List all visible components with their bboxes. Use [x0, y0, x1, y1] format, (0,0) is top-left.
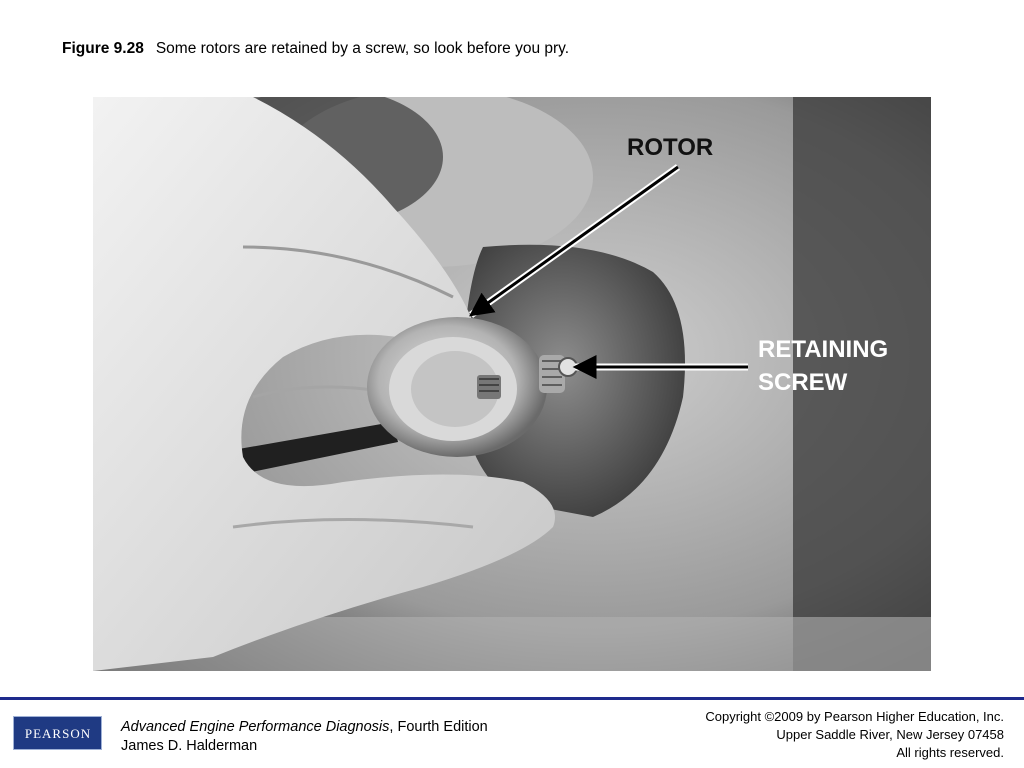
distributor-rotor-photo	[93, 97, 931, 671]
logo-text: PEARSON	[24, 726, 91, 741]
copyright-line-1: Copyright ©2009 by Pearson Higher Education, Inc.	[705, 709, 1004, 724]
figure-caption	[62, 40, 569, 58]
copyright-line-2: Upper Saddle River, New Jersey 07458	[776, 727, 1004, 742]
copyright-line-3: All rights reserved.	[896, 745, 1004, 760]
retaining-screw-label-line1: RETAINING	[758, 336, 889, 363]
book-edition: , Fourth Edition	[389, 719, 488, 735]
pearson-logo	[13, 716, 102, 750]
book-author: James D. Halderman	[121, 738, 258, 754]
rotor-label: ROTOR	[627, 134, 714, 161]
caption-text: Some rotors are retained by a screw, so look before you pry.	[155, 40, 570, 57]
figure-number: Figure 9.28	[62, 40, 144, 57]
book-title: Advanced Engine Performance Diagnosis	[121, 719, 390, 735]
retaining-screw-label-line2: SCREW	[758, 369, 848, 396]
book-title-line	[121, 718, 488, 737]
book-info	[121, 718, 488, 756]
footer-divider	[0, 697, 1024, 700]
copyright-notice	[705, 708, 1004, 762]
